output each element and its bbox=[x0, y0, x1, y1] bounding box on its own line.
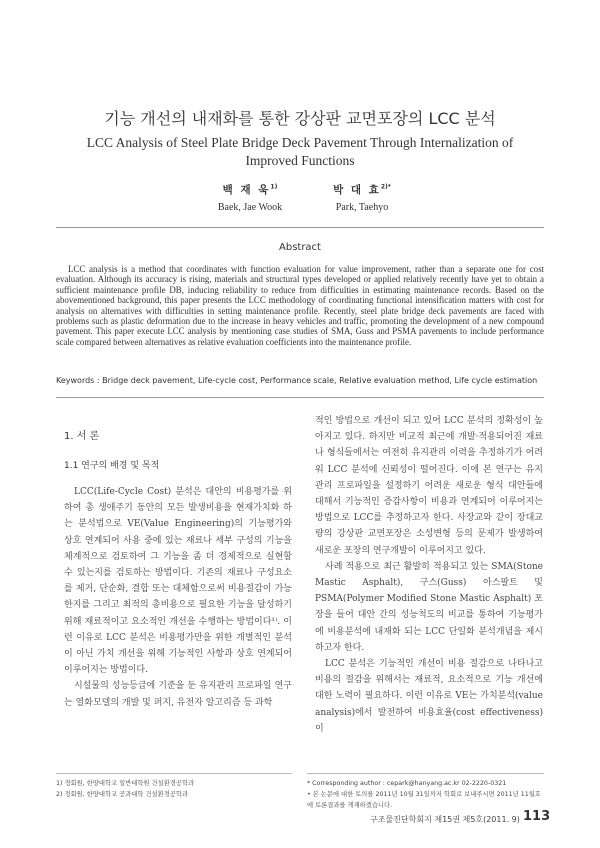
footnote: • 본 논문에 대한 토의를 2011년 10월 31일까지 학회로 보내주시면 2011년 11월호에 토론결과를 게재하겠습니다. bbox=[307, 791, 541, 809]
paragraph: LCC(Life-Cycle Cost) 분석은 대안의 비용평가를 위하여 총 생애주기 동안의 모든 발생비용을 현재가치화 하는 분석법으로 VE(Value Engineering)의 기능평가와 상호 연계되어 사용 중에 있는 재료나 세부 구성의 기능을 체계적으로 검토하여 그 기능을 좀 더 경제적으로 실현할 수 있는지를 검토하는 방법이다. 기존의 재료나 구성요소를 제거, 단순화, 결합 또는 대체함으로써 비용절감이 가능한지를 그리고 최적의 총비용으로 필요한 기능을 달성하기 위해 재료적이고 요소적인 개선을 수행하는 방법이다¹⁾. 이런 이유로 LCC 분석은 비용평가만을 위한 개별적인 분석이 아닌 가치 개선을 위해 기능적인 사항과 상호 연계되어 이루어지는 방법이다. bbox=[64, 487, 292, 676]
paragraph: 적인 방법으로 개선이 되고 있어 LCC 분석의 정확성이 높아지고 있다. 하지만 비교적 최근에 개발·적용되어진 재료나 형식들에서는 여전히 유지관리 이력을 추정하기가 어려워 LCC 분석에 신뢰성이 떨어진다. 이에 본 연구는 유지관리 프로파일을 설정하기 어려운 새로운 형식 대안들에 대해서 기능적인 증감사항이 비용과 연계되어 이루어지는 방법으로 LCC를 추정하고자 한다. 사장교와 같이 장대교량의 강상판 교면포장은 소성변형 등의 문제가 발생하여 새로운 포장의 연구개발이 이루어지고 있다. bbox=[315, 416, 543, 556]
keywords-list: Bridge deck pavement, Life-cycle cost, Performance scale, Relative evaluation method, Life cycle estimation bbox=[102, 376, 538, 385]
keywords bbox=[56, 376, 544, 385]
footnote: 1) 정회원, 한양대학교 일반대학원 건설환경공학과 bbox=[56, 780, 195, 787]
subsection-heading: 1.1 연구의 배경 및 목적 bbox=[64, 461, 160, 471]
author-2-name-ko: 박 대 효 bbox=[333, 184, 381, 196]
author-1-mark: 1) bbox=[270, 183, 278, 191]
title-english: LCC Analysis of Steel Plate Bridge Deck Pavement Through Internalization of Improved Functions bbox=[86, 135, 514, 168]
footnote: * Corresponding author : cepark@hanyang.ac.kr 02-2220-0321 bbox=[307, 780, 507, 787]
author-2-name-en: Park, Taehyo bbox=[335, 202, 389, 213]
paragraph: 시설물의 성능등급에 기준을 둔 유지관리 프로파일 연구는 열화모델의 개발 및 퍼지, 유전자 알고리즘 등 과학 bbox=[64, 681, 292, 708]
paragraph: 사례 적용으로 최근 활발히 적용되고 있는 SMA(Stone Mastic Asphalt), 구스(Guss) 아스팔트 및 PSMA(Polymer Modified Stone Mastic Asphalt) 포장을 들어 대안 간의 성능척도의 비교를 통하여 기능평가에 비용분석에 내재화 되는 LCC 단일화 분석개념을 제시하고자 한다. bbox=[315, 561, 543, 653]
footnotes-left bbox=[56, 778, 292, 800]
top-divider bbox=[56, 227, 544, 228]
footnotes-right bbox=[307, 778, 544, 811]
author-1 bbox=[200, 182, 300, 213]
author-2 bbox=[312, 182, 412, 213]
bottom-divider bbox=[56, 397, 544, 398]
footnote: 2) 정회원, 한양대학교 공과대학 건설환경공학과 bbox=[56, 791, 189, 798]
footnote-rule-right bbox=[307, 773, 544, 774]
abstract-heading: Abstract bbox=[279, 242, 321, 253]
page-number: 113 bbox=[523, 809, 551, 824]
abstract-text: LCC analysis is a method that coordinates with function evaluation for value improvement, rather than a separate one for cost evaluation. Although its accuracy is rising, materials and structural types developed or applied relatively recently have yet to obtain a sufficient maintenance profile DB, inducing reliability to reduce from difficulties in estimating maintenance records. Based on the abovementioned background, this paper presents the LCC methodology of coordinating functional intensification matters with cost for analysis on alternatives with difficulties in setting maintenance profile. Recently, steel plate bridge deck pavements are faced with problems such as plastic deformation due to the increase in heavy vehicles and traffic, promoting the development of a new compound pavement. This paper execute LCC analysis by mentioning case studies of SMA, Guss and PSMA pavements to include performance scale compared between alternatives as relative evaluation coefficients into the maintenance profile. bbox=[56, 264, 544, 347]
keywords-label: Keywords : bbox=[56, 376, 100, 385]
right-column bbox=[315, 413, 543, 737]
section-heading: 1. 서 론 bbox=[64, 431, 100, 442]
journal-info: 구조물진단학회지 제15권 제5호(2011. 9) bbox=[370, 815, 520, 824]
left-column bbox=[64, 484, 292, 711]
paragraph: LCC 분석은 기능적인 개선이 비용 절감으로 나타나고 비용의 절감을 위해서는 재료적, 요소적으로 기능 개선에 대한 노력이 필요하다. 이런 이유로 VE는 가치분석(value analysis)에서 발전하여 비용효율(cost effectiveness)이 bbox=[315, 659, 543, 734]
author-2-mark: 2)* bbox=[380, 183, 391, 191]
author-1-name-ko: 백 재 욱 bbox=[222, 184, 271, 196]
title-korean: 기능 개선의 내재화를 통한 강상판 교면포장의 LCC 분석 bbox=[104, 109, 496, 128]
author-1-name-en: Baek, Jae Wook bbox=[217, 202, 283, 213]
footnote-rule-left bbox=[56, 773, 292, 774]
